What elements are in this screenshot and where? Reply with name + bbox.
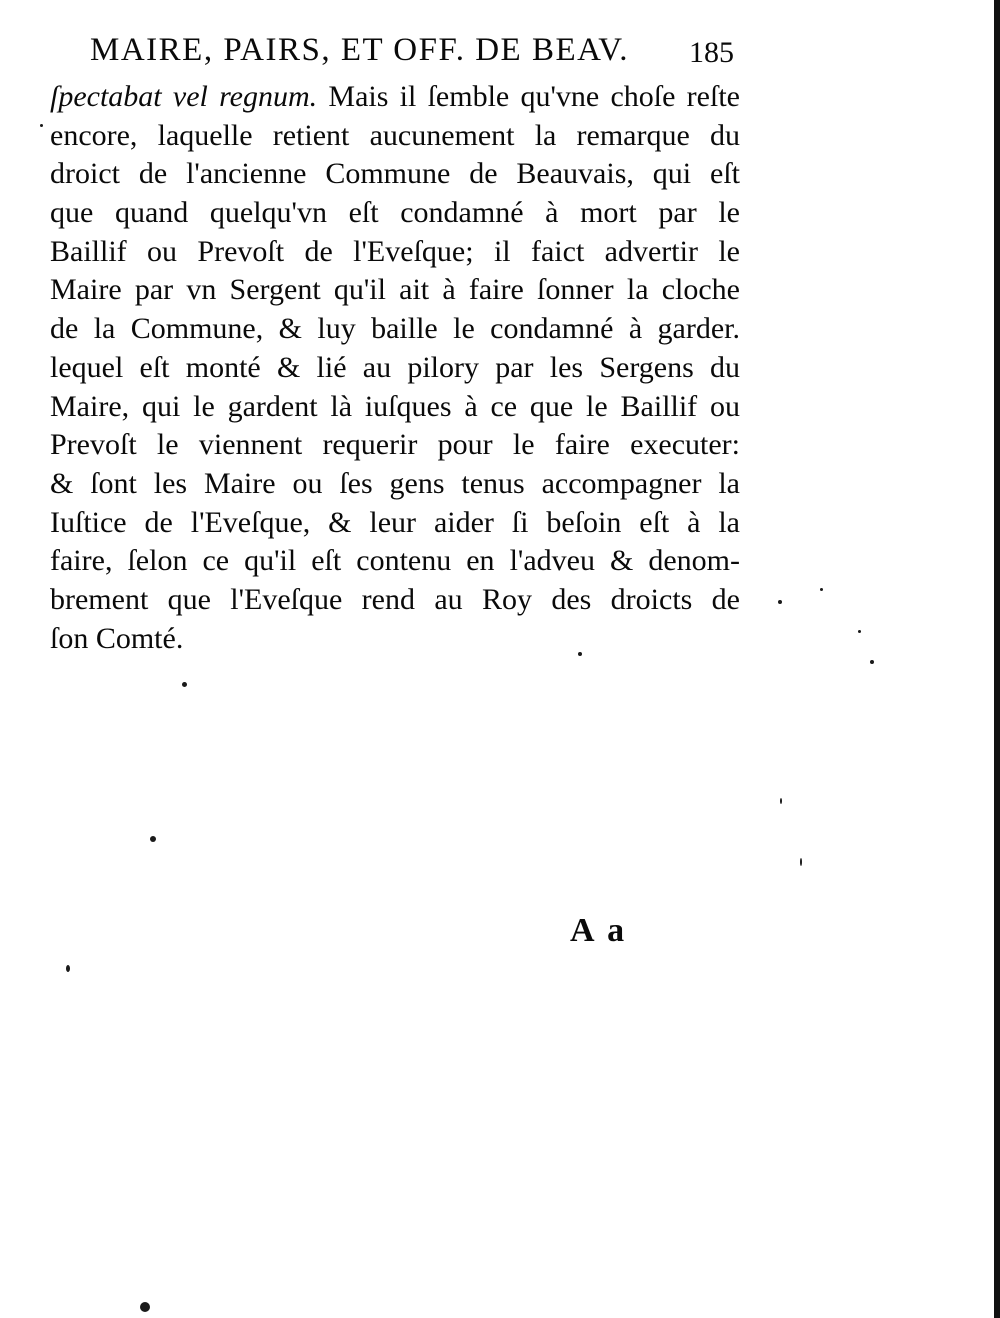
ink-speck bbox=[182, 682, 187, 687]
text-line: encore, laquelle retient aucunement la remarque du bbox=[50, 118, 740, 152]
text-line: Iuſtice de l'Eveſque, & leur aider ſi beſoin eſt à la bbox=[50, 505, 740, 539]
ink-speck bbox=[66, 965, 70, 972]
signature-mark: A a bbox=[570, 912, 628, 949]
body-text bbox=[50, 78, 740, 658]
ink-speck bbox=[40, 124, 43, 127]
ink-speck bbox=[778, 600, 782, 604]
page-edge-shadow bbox=[994, 0, 1000, 1318]
text-line: Maire par vn Sergent qu'il ait à faire ſonner la cloche bbox=[50, 273, 740, 307]
text-line: Maire, qui le gardent là iuſques à ce que le Baillif ou bbox=[50, 389, 740, 423]
ink-speck bbox=[150, 836, 156, 842]
text-line: droict de l'ancienne Commune de Beauvais, qui eſt bbox=[50, 157, 740, 191]
text-line-rest: Mais il ſemble qu'vne choſe reſte bbox=[317, 80, 740, 113]
ink-speck bbox=[780, 798, 782, 804]
text-line bbox=[50, 78, 740, 117]
ink-speck bbox=[820, 588, 823, 591]
ink-speck bbox=[140, 1302, 150, 1312]
page-number: 185 bbox=[689, 36, 734, 69]
text-line: & ſont les Maire ou ſes gens tenus accompagner la bbox=[50, 466, 740, 500]
ink-speck bbox=[870, 660, 874, 664]
text-line: brement que l'Eveſque rend au Roy des droicts de bbox=[50, 582, 740, 616]
ink-speck bbox=[578, 652, 582, 656]
ink-speck bbox=[858, 630, 861, 633]
page-header bbox=[90, 32, 738, 82]
text-line: Baillif ou Prevoſt de l'Eveſque; il faict advertir le bbox=[50, 234, 740, 268]
text-line: faire, ſelon ce qu'il eſt contenu en l'adveu & denom- bbox=[50, 544, 740, 578]
text-line: que quand quelqu'vn eſt condamné à mort par le bbox=[50, 196, 740, 230]
text-line: Prevoſt le viennent requerir pour le faire executer: bbox=[50, 428, 740, 462]
running-head: MAIRE, PAIRS, ET OFF. DE BEAV. bbox=[90, 32, 630, 68]
latin-phrase: ſpectabat vel regnum. bbox=[50, 80, 318, 113]
ink-speck bbox=[800, 858, 802, 866]
text-line: ſon Comté. bbox=[50, 621, 184, 655]
text-line: de la Commune, & luy baille le condamné à garder. bbox=[50, 312, 740, 346]
text-line: lequel eſt monté & lié au pilory par les Sergens du bbox=[50, 350, 740, 384]
